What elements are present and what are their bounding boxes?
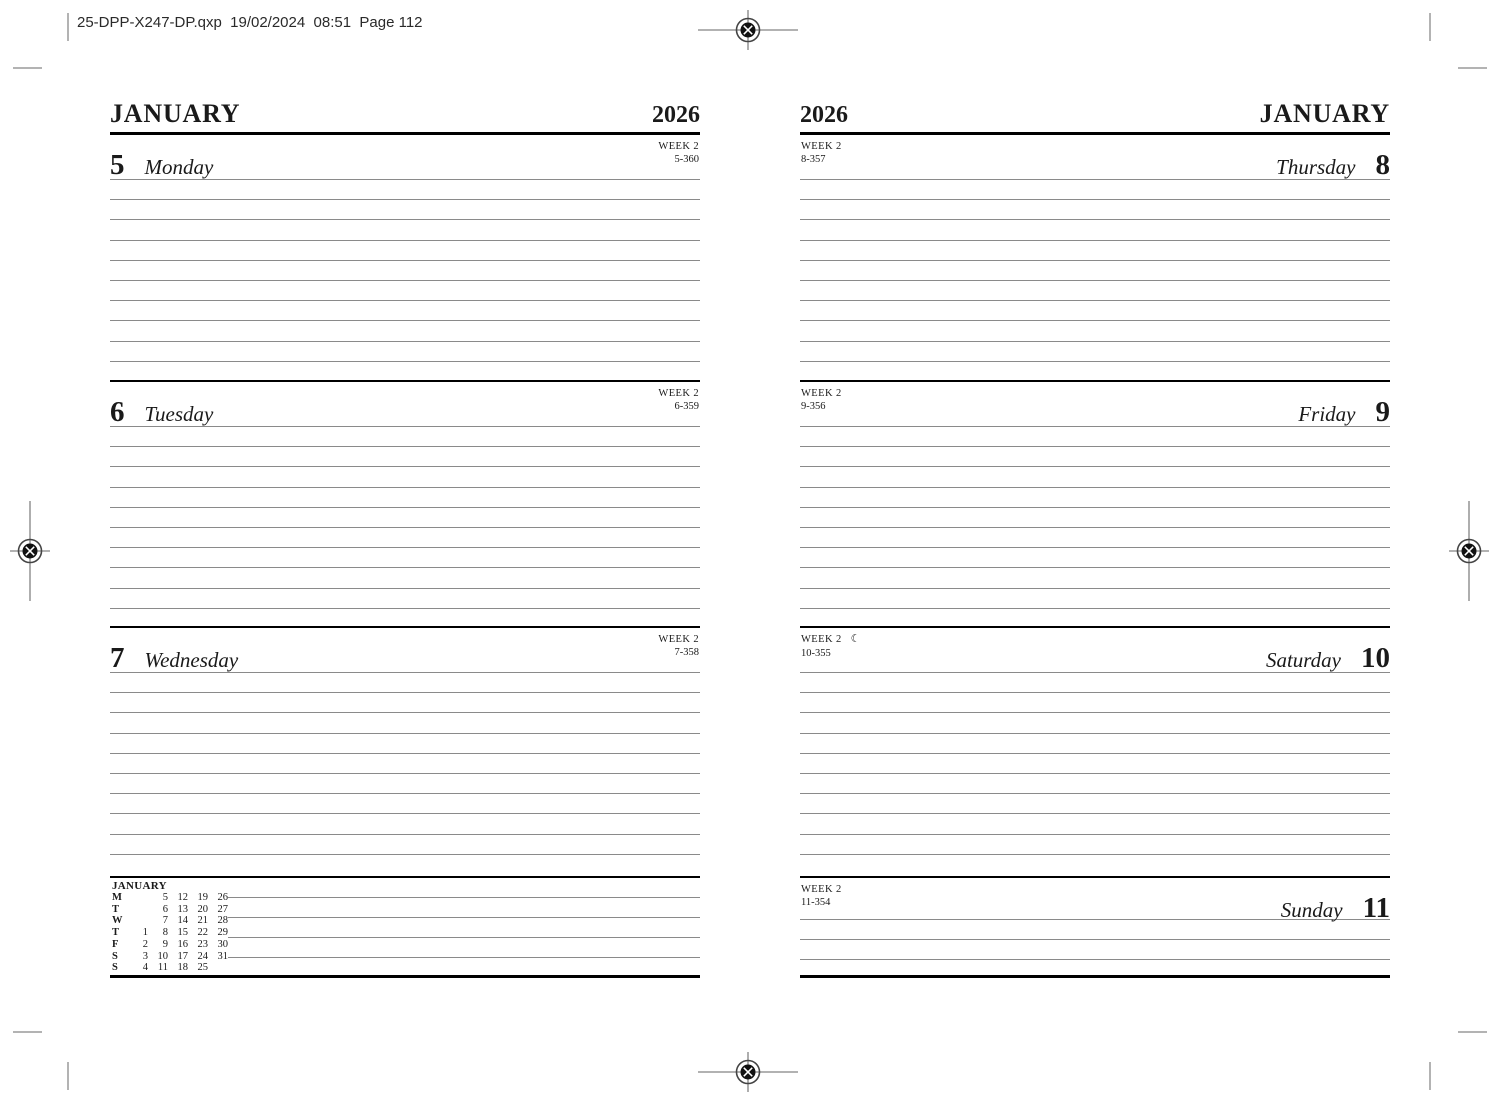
- day-number: 11: [1362, 892, 1390, 924]
- writing-line: [800, 261, 1390, 281]
- mini-calendar-date: 16: [177, 938, 188, 950]
- mini-calendar-date: 26: [217, 892, 228, 903]
- week-info: [801, 883, 842, 909]
- mini-calendar-weekday-letter: S: [112, 950, 118, 962]
- mini-calendar-date: 24: [197, 950, 208, 962]
- day-header-thursday: [800, 135, 1390, 180]
- writing-line: [228, 878, 700, 898]
- day-of-year-code: 10-355: [801, 647, 831, 659]
- writing-line: [110, 427, 700, 447]
- writing-line: [800, 467, 1390, 487]
- mini-calendar-weekday-letter: W: [112, 915, 123, 927]
- writing-line: [800, 835, 1390, 855]
- mini-calendar-date: 23: [197, 938, 208, 950]
- mini-calendar-row: [112, 951, 228, 963]
- right-month-title: JANUARY: [1259, 99, 1390, 128]
- writing-line: [110, 447, 700, 467]
- mini-calendar-date: 21: [197, 915, 208, 927]
- writing-line: [800, 220, 1390, 240]
- notes-lines-area: [228, 878, 700, 975]
- mini-calendar-date: 7: [162, 915, 168, 927]
- registration-mark-right-middle-icon: [1447, 501, 1491, 601]
- week-number-label: WEEK 2: [801, 141, 842, 152]
- writing-line: [800, 940, 1390, 960]
- writing-line: [800, 548, 1390, 568]
- mini-calendar-row: [112, 892, 228, 904]
- mini-calendar-row: [112, 915, 228, 927]
- mini-calendar-date: 29: [217, 927, 228, 939]
- writing-line: [800, 180, 1390, 200]
- mini-calendar-weekday-letter: M: [112, 892, 122, 903]
- day-name: Wednesday: [144, 648, 239, 672]
- day-name: Sunday: [1280, 898, 1343, 922]
- writing-line: [110, 713, 700, 733]
- crop-mark-top-left-vertical: [67, 13, 69, 41]
- writing-line: [110, 774, 700, 794]
- mini-calendar-date: [208, 962, 228, 974]
- day-number: 10: [1361, 642, 1390, 674]
- writing-line: [110, 281, 700, 301]
- left-year-label: 2026: [652, 102, 700, 128]
- writing-line: [110, 200, 700, 220]
- mini-calendar-date: [128, 904, 148, 916]
- mini-calendar-date: 18: [177, 962, 188, 974]
- writing-line: [110, 528, 700, 548]
- day-block-wednesday: [110, 626, 700, 876]
- day-of-year-code: 11-354: [801, 897, 831, 909]
- writing-line: [110, 673, 700, 693]
- writing-line: [800, 589, 1390, 609]
- writing-line: [110, 508, 700, 528]
- writing-line: [110, 794, 700, 814]
- registration-mark-bottom-center-icon: [698, 1050, 798, 1094]
- mini-calendar-date: 30: [217, 938, 228, 950]
- week-info: [801, 633, 861, 660]
- day-name: Thursday: [1276, 155, 1356, 179]
- writing-line: [800, 754, 1390, 774]
- mini-calendar-date: [128, 892, 148, 904]
- crop-mark-top-right-horizontal: [1458, 67, 1487, 69]
- mini-calendar-row: [112, 962, 228, 974]
- writing-line: [800, 673, 1390, 693]
- writing-line: [800, 528, 1390, 548]
- mini-calendar-date: 14: [177, 915, 188, 927]
- week-info: [658, 140, 699, 166]
- writing-lines-area: [800, 920, 1390, 960]
- day-number: 6: [110, 396, 125, 428]
- writing-line: [800, 427, 1390, 447]
- crop-mark-top-left-horizontal: [13, 67, 42, 69]
- writing-line: [800, 774, 1390, 794]
- day-number: 7: [110, 642, 125, 674]
- day-title: [1265, 642, 1390, 674]
- registration-mark-left-middle-icon: [8, 501, 52, 601]
- mini-month-calendar: [110, 878, 228, 975]
- writing-line: [110, 693, 700, 713]
- mini-calendar-date: 17: [177, 950, 188, 962]
- writing-line: [110, 488, 700, 508]
- writing-line: [110, 342, 700, 362]
- writing-line: [800, 508, 1390, 528]
- mini-calendar-title: JANUARY: [112, 880, 167, 892]
- writing-line: [110, 734, 700, 754]
- mini-calendar-row: [112, 939, 228, 951]
- day-number: 8: [1375, 149, 1390, 181]
- week-number-label: WEEK 2: [658, 634, 699, 645]
- day-header-tuesday: [110, 382, 700, 427]
- writing-line: [800, 814, 1390, 834]
- day-block-thursday: [800, 135, 1390, 380]
- mini-calendar-date: 9: [162, 938, 168, 950]
- mini-calendar-date: 6: [162, 903, 168, 915]
- last-quarter-moon-icon: ☾: [850, 633, 861, 645]
- writing-line: [110, 568, 700, 588]
- day-header-monday: [110, 135, 700, 180]
- right-year-label: 2026: [800, 102, 848, 128]
- writing-line: [110, 589, 700, 609]
- day-title: [110, 642, 239, 674]
- day-of-year-code: 5-360: [674, 154, 699, 166]
- writing-line: [800, 301, 1390, 321]
- mini-calendar-weekday-letter: S: [112, 962, 118, 974]
- writing-line: [800, 200, 1390, 220]
- writing-line: [110, 754, 700, 774]
- mini-calendar-date: 1: [142, 927, 148, 939]
- writing-line: [800, 281, 1390, 301]
- writing-line: [110, 321, 700, 341]
- proof-filename-header: 25-DPP-X247-DP.qxp 19/02/2024 08:51 Page 112: [77, 14, 423, 31]
- left-diary-page: [110, 95, 700, 978]
- writing-lines-area: [800, 427, 1390, 609]
- day-name: Monday: [144, 155, 214, 179]
- mini-calendar-weekday-letter: T: [112, 903, 120, 915]
- writing-line: [800, 794, 1390, 814]
- day-of-year-code: 8-357: [801, 154, 826, 166]
- writing-line: [110, 301, 700, 321]
- mini-calendar-date: 27: [217, 903, 228, 915]
- day-header-sunday: [800, 878, 1390, 924]
- writing-line: [800, 920, 1390, 940]
- writing-line: [228, 938, 700, 958]
- mini-calendar-weekday-letter: T: [112, 927, 120, 939]
- mini-calendar-date: 3: [142, 950, 148, 962]
- mini-calendar-date: 25: [197, 962, 208, 974]
- week-number-label: WEEK 2: [801, 884, 842, 895]
- mini-calendar-date: 13: [177, 903, 188, 915]
- writing-line: [228, 898, 700, 918]
- mini-calendar-row: [112, 927, 228, 939]
- mini-calendar-date: 8: [162, 927, 168, 939]
- day-block-monday: [110, 135, 700, 380]
- writing-line: [800, 693, 1390, 713]
- day-header-saturday: [800, 628, 1390, 673]
- mini-calendar-date: 22: [197, 927, 208, 939]
- mini-calendar-grid: [112, 892, 228, 974]
- writing-line: [110, 467, 700, 487]
- week-number-label: WEEK 2: [658, 141, 699, 152]
- mini-calendar-date: 28: [217, 915, 228, 927]
- day-header-friday: [800, 382, 1390, 427]
- right-month-header: [800, 95, 1390, 135]
- day-of-year-code: 6-359: [674, 401, 699, 413]
- day-block-tuesday: [110, 380, 700, 626]
- writing-line: [800, 734, 1390, 754]
- day-block-friday: [800, 380, 1390, 626]
- mini-calendar-date: 12: [177, 892, 188, 903]
- day-number: 9: [1375, 396, 1390, 428]
- crop-mark-bottom-right-vertical: [1429, 1062, 1431, 1090]
- mini-calendar-date: 11: [157, 962, 168, 974]
- week-number-label: WEEK 2: [801, 388, 842, 399]
- crop-mark-bottom-left-vertical: [67, 1062, 69, 1090]
- writing-line: [800, 342, 1390, 362]
- day-name: Saturday: [1265, 648, 1341, 672]
- writing-line: [800, 241, 1390, 261]
- day-of-year-code: 7-358: [674, 647, 699, 659]
- day-block-sunday: [800, 876, 1390, 978]
- day-block-saturday: [800, 626, 1390, 876]
- writing-lines-area: [110, 180, 700, 362]
- writing-lines-area: [800, 180, 1390, 362]
- mini-calendar-date: 20: [197, 903, 208, 915]
- writing-lines-area: [110, 673, 700, 855]
- mini-calendar-row: [112, 904, 228, 916]
- day-name: Tuesday: [144, 402, 214, 426]
- mini-calendar-date: [128, 915, 148, 927]
- mini-calendar-date: 31: [217, 950, 228, 962]
- notes-block: [110, 876, 700, 978]
- crop-mark-top-right-vertical: [1429, 13, 1431, 41]
- writing-line: [110, 220, 700, 240]
- writing-line: [110, 241, 700, 261]
- crop-mark-bottom-right-horizontal: [1458, 1031, 1487, 1033]
- day-title: [110, 149, 214, 181]
- mini-calendar-date: 2: [142, 938, 148, 950]
- mini-calendar-date: 15: [177, 927, 188, 939]
- right-diary-page: [800, 95, 1390, 978]
- writing-line: [800, 568, 1390, 588]
- writing-line: [800, 488, 1390, 508]
- day-header-wednesday: [110, 628, 700, 673]
- mini-calendar-date: 4: [142, 962, 148, 974]
- week-info: [658, 387, 699, 413]
- mini-calendar-date: 5: [162, 892, 168, 903]
- registration-mark-top-center-icon: [698, 8, 798, 52]
- writing-line: [110, 548, 700, 568]
- crop-mark-bottom-left-horizontal: [13, 1031, 42, 1033]
- left-month-title: JANUARY: [110, 99, 241, 128]
- day-number: 5: [110, 149, 125, 181]
- mini-calendar-date: 19: [197, 892, 208, 903]
- writing-line: [110, 261, 700, 281]
- writing-line: [228, 918, 700, 938]
- writing-line: [110, 180, 700, 200]
- week-info: [658, 633, 699, 659]
- week-number-label: WEEK 2: [658, 388, 699, 399]
- day-of-year-code: 9-356: [801, 401, 826, 413]
- mini-calendar-date: 10: [157, 950, 168, 962]
- writing-line: [800, 447, 1390, 467]
- day-title: [110, 396, 214, 428]
- mini-calendar-weekday-letter: F: [112, 938, 119, 950]
- writing-line: [800, 321, 1390, 341]
- writing-lines-area: [110, 427, 700, 609]
- day-title: [1276, 149, 1390, 181]
- day-title: [1280, 892, 1390, 924]
- week-info: [801, 140, 842, 166]
- week-number-text: WEEK 2: [801, 634, 842, 645]
- writing-line: [800, 713, 1390, 733]
- day-name: Friday: [1298, 402, 1356, 426]
- writing-line: [110, 814, 700, 834]
- left-month-header: [110, 95, 700, 135]
- writing-line: [110, 835, 700, 855]
- day-title: [1298, 396, 1390, 428]
- week-number-label: [801, 633, 861, 647]
- week-info: [801, 387, 842, 413]
- writing-lines-area: [800, 673, 1390, 855]
